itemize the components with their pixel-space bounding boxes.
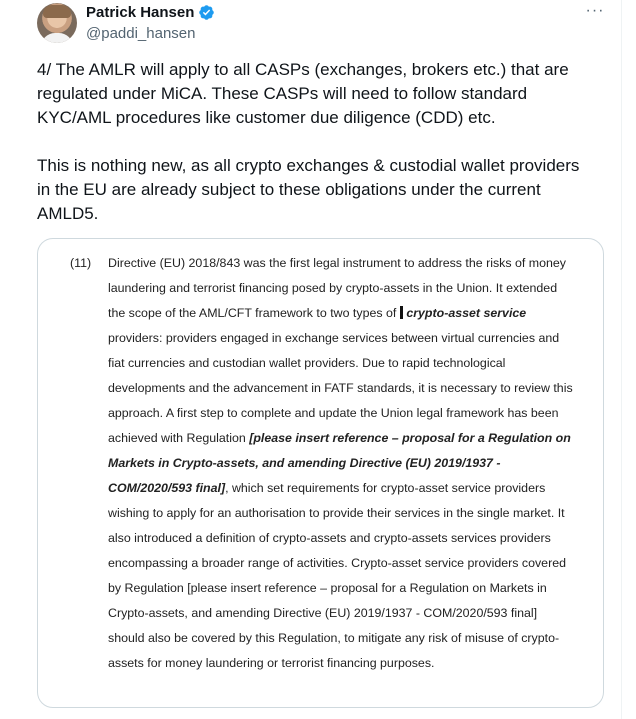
author-name-row[interactable] (86, 4, 215, 21)
author-name[interactable]: Patrick Hansen (86, 4, 195, 21)
doc-line: COM/2020/593 final], which set requirements for crypto-asset service providers (108, 481, 546, 495)
more-options-icon[interactable]: ··· (585, 2, 605, 19)
doc-line: Markets in Crypto-assets, and amending Directive (EU) 2019/1937 - (108, 456, 501, 470)
document-body (108, 251, 598, 676)
doc-line: fiat currencies and custodian wallet providers. Due to rapid technological (108, 356, 506, 370)
doc-line: Directive (EU) 2018/843 was the first legal instrument to address the risks of money (108, 256, 566, 270)
doc-line: by Regulation [please insert reference – proposal for a Regulation on Markets in (108, 581, 547, 595)
author-handle[interactable]: @paddi_hansen (86, 25, 196, 42)
tweet-text: 4/ The AMLR will apply to all CASPs (exchanges, brokers etc.) that are regulated under MiCA. These CASPs will need to follow standard KYC/AML procedures like customer due diligence (CDD) etc. This is nothing new, as all crypto exchanges & custodial wallet providers in the EU are already subject to these obligations under the current AMLD5. (37, 60, 580, 223)
avatar[interactable] (37, 3, 77, 43)
text-cursor-icon (400, 306, 403, 319)
doc-line: achieved with Regulation [please insert reference – proposal for a Regulation on (108, 431, 571, 445)
doc-line: laundering and terrorist financing posed by crypto-assets in the Union. It extended (108, 281, 558, 295)
doc-line: providers: providers engaged in exchange services between virtual currencies and (108, 331, 560, 345)
doc-line: the scope of the AML/CFT framework to two types of crypto-asset service (108, 306, 527, 320)
doc-line: wishing to apply for an authorisation to provide their services in the single market. It (108, 506, 565, 520)
doc-line: approach. A first step to complete and update the Union legal framework has been (108, 406, 559, 420)
tweet-image[interactable] (37, 238, 604, 708)
verified-badge-icon (198, 4, 215, 21)
paragraph-number: (11) (70, 256, 92, 270)
doc-line: assets for money laundering or terrorist financing purposes. (108, 656, 435, 670)
doc-line: developments and the advancement in FATF standards, it is necessary to review this (108, 381, 573, 395)
doc-line: Crypto-assets, and amending Directive (EU) 2019/1937 - COM/2020/593 final] (108, 606, 538, 620)
doc-line: encompassing a broader range of activities. Crypto-asset service providers covered (108, 556, 566, 570)
timeline-divider (621, 0, 622, 719)
doc-line: also introduced a definition of crypto-assets and crypto-assets services providers (108, 531, 551, 545)
doc-line: should also be covered by this Regulation, to mitigate any risk of misuse of crypto- (108, 631, 560, 645)
